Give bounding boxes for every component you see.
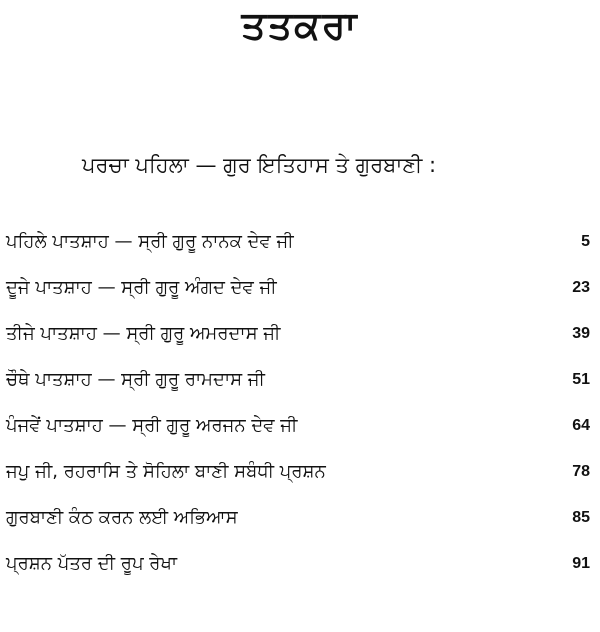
toc-entry-title: ਪਹਿਲੇ ਪਾਤਸ਼ਾਹ — ਸ੍ਰੀ ਗੁਰੂ ਨਾਨਕ ਦੇਵ ਜੀ xyxy=(6,231,294,252)
toc-entry xyxy=(6,449,590,495)
toc-entry-title: ਤੀਜੇ ਪਾਤਸ਼ਾਹ — ਸ੍ਰੀ ਗੁਰੂ ਅਮਰਦਾਸ ਜੀ xyxy=(6,323,281,344)
toc-entry-page-number: 5 xyxy=(581,233,590,250)
toc-entry xyxy=(6,495,590,541)
page-title: ਤਤਕਰਾ xyxy=(241,3,359,47)
toc-entry-page-number: 51 xyxy=(572,371,590,388)
table-of-contents xyxy=(6,219,590,587)
section-heading: ਪਰਚਾ ਪਹਿਲਾ — ਗੁਰ ਇਤਿਹਾਸ ਤੇ ਗੁਰਬਾਣੀ : xyxy=(82,153,437,177)
toc-entry xyxy=(6,265,590,311)
toc-entry xyxy=(6,403,590,449)
toc-entry-title: ਦੂਜੇ ਪਾਤਸ਼ਾਹ — ਸ੍ਰੀ ਗੁਰੂ ਅੰਗਦ ਦੇਵ ਜੀ xyxy=(6,277,277,298)
toc-entry-title: ਚੌਥੇ ਪਾਤਸ਼ਾਹ — ਸ੍ਰੀ ਗੁਰੂ ਰਾਮਦਾਸ ਜੀ xyxy=(6,369,265,390)
toc-entry xyxy=(6,311,590,357)
toc-entry-title: ਜਪੁ ਜੀ, ਰਹਰਾਸਿ ਤੇ ਸੋਹਿਲਾ ਬਾਣੀ ਸਬੰਧੀ ਪ੍ਰਸ਼ਨ xyxy=(6,461,326,482)
toc-entry-page-number: 85 xyxy=(572,509,590,526)
toc-entry xyxy=(6,541,590,587)
toc-entry-title: ਗੁਰਬਾਣੀ ਕੰਠ ਕਰਨ ਲਈ ਅਭਿਆਸ xyxy=(6,507,238,528)
toc-entry-page-number: 64 xyxy=(572,417,590,434)
toc-entry xyxy=(6,219,590,265)
toc-entry xyxy=(6,357,590,403)
toc-entry-page-number: 23 xyxy=(572,279,590,296)
toc-entry-page-number: 91 xyxy=(572,555,590,572)
toc-entry-page-number: 39 xyxy=(572,325,590,342)
toc-entry-title: ਪ੍ਰਸ਼ਨ ਪੱਤਰ ਦੀ ਰੂਪ ਰੇਖਾ xyxy=(6,553,178,574)
toc-entry-page-number: 78 xyxy=(572,463,590,480)
toc-entry-title: ਪੰਜਵੇਂ ਪਾਤਸ਼ਾਹ — ਸ੍ਰੀ ਗੁਰੂ ਅਰਜਨ ਦੇਵ ਜੀ xyxy=(6,415,298,436)
